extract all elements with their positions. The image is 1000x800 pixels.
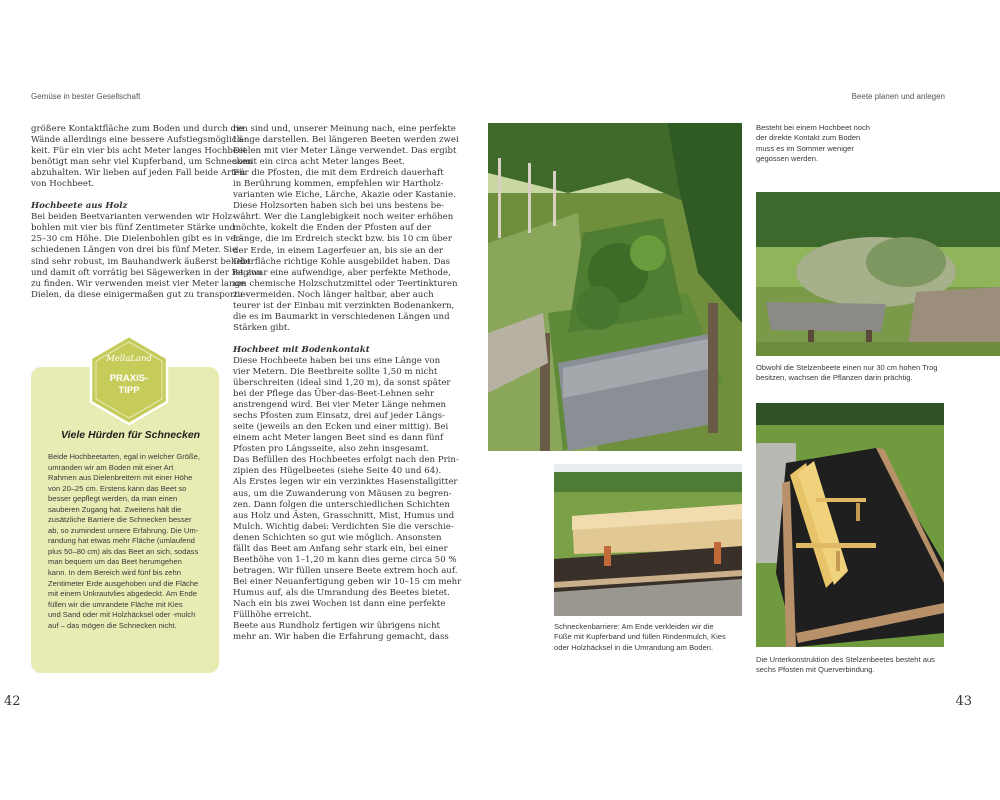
text-line: bohlen mit vier bis fünf Zentimeter Stärke und bbox=[31, 223, 236, 234]
text-line: um chemische Holzschutzmittel oder Teertinkturen bbox=[233, 278, 458, 289]
text-line: Bei einer Neuanfertigung geben wir 10–15 cm mehr bbox=[233, 576, 462, 587]
text-line: Länge, die im Erdreich steckt bzw. bis 10 cm über bbox=[233, 234, 452, 245]
text-line: ist zwar eine aufwendige, aber perfekte Methode, bbox=[233, 267, 451, 278]
praxis-body: Beide Hochbeetarten, egal in welcher Größe, umranden wir am Boden mit einer Art Rahmen aus Dielenbrettern mit einer Höhe von 20–25 cm. Erstens kann das Beet so besser gepflegt werden, da man einen sauberen Zugang hat. Zweitens hält die zusätzliche Barriere die Schnecken besser ab, so zumindest unsere Erfahrung. Die Um- randung hat etwas mehr Fläche (umlaufend plus 50–80 cm) als das Beet an sich, sodass man bequem um das Beet herumgehen kann. In dem Bereich wird fünf bis zehn Zentimeter Erde ausgehoben und die Fläche mit einem Unkrautvlies abgedeckt. Am Ende füllen wir die umrandete Fläche mit Kies und Sand oder mit Holzhäcksel oder -mulch auf – das mögen die Schnecken nicht. bbox=[48, 452, 200, 630]
text-line: Diese Holzsorten haben sich bei uns bestens be- bbox=[233, 201, 445, 212]
badge-brand: MellaLand bbox=[106, 354, 152, 364]
text-line: währt. Wer die Langlebigkeit noch weiter erhöhen bbox=[233, 212, 454, 223]
spacer bbox=[31, 190, 262, 201]
text-line: Länge darstellen. Bei längeren Beeten werden zwei bbox=[233, 135, 459, 146]
text-line: und damit oft vorrätig bei Sägewerken in der Region bbox=[31, 267, 263, 278]
text-line: möchte, kokelt die Enden der Pfosten auf der bbox=[233, 223, 432, 234]
text-line: Dielen mit vier Meter Länge verwendet. Das ergibt bbox=[233, 146, 457, 157]
caption-middle-right: Obwohl die Stelzenbeete einen nur 30 cm hohen Trog besitzen, wachsen die Pflanzen darin prächtig. bbox=[756, 363, 938, 383]
text-line: seite (jeweils an den Ecken und einer mittig). Bei bbox=[233, 422, 449, 433]
text-line: Humus auf, als die Umrandung des Beetes bietet. bbox=[233, 587, 450, 598]
caption-top-right: Besteht bei einem Hochbeet noch der direkte Kontakt zum Boden muss es im Sommer weniger gegossen werden. bbox=[756, 123, 870, 164]
text-line: die es im Baumarkt in verschiedenen Längen und bbox=[233, 311, 450, 322]
text-line: zu vermeiden. Noch länger haltbar, aber auch bbox=[233, 289, 434, 300]
text-line: Beete aus Rundholz fertigen wir übrigens nicht bbox=[233, 621, 440, 632]
text-line: zen. Dann folgen die unterschiedlichen Schichten bbox=[233, 499, 450, 510]
text-line: Bei beiden Beetvarianten verwenden wir Holz- bbox=[31, 212, 235, 223]
text-line: mehr an. Wir haben die Erfahrung gemacht, dass bbox=[233, 632, 449, 643]
text-line: keit. Für ein vier bis acht Meter langes Hochbeet bbox=[31, 146, 247, 157]
text-line: aus, um die Zuwanderung von Mäusen zu begren- bbox=[233, 488, 452, 499]
text-line: von Hochbeet. bbox=[31, 179, 95, 190]
text-line: Pfosten pro Längsseite, also zehn insgesamt. bbox=[233, 444, 430, 455]
text-line: abzuhalten. Wir lieben auf jeden Fall beide Arten bbox=[31, 168, 246, 179]
spacer bbox=[233, 334, 461, 345]
text-line: aus Holz und Ästen, Grasschnitt, Mist, Humus und bbox=[233, 510, 455, 521]
text-column-1 bbox=[31, 124, 262, 301]
text-line: vier Metern. Die Beetbreite sollte 1,50 m nicht bbox=[233, 366, 438, 377]
text-line: Das Befüllen des Hochbeetes erfolgt nach den Prin- bbox=[233, 455, 459, 466]
praxis-tip-badge bbox=[88, 334, 170, 426]
text-line: Mulch. Wichtig dabei: Verdichten Sie die verschie- bbox=[233, 521, 454, 532]
page-number-left: 42 bbox=[4, 694, 21, 709]
text-line: Dielen, da diese einigermaßen gut zu transportie- bbox=[31, 289, 249, 300]
text-line: teurer ist der Einbau mit verzinkten Bodenankern, bbox=[233, 300, 455, 311]
text-line: denen Schichten so gut wie möglich. Ansonsten bbox=[233, 532, 442, 543]
text-line: bei der Pflege das Über-das-Beet-Lehnen sehr bbox=[233, 389, 435, 400]
text-line: Beethöhe von 1–1,20 m kann dies gerne circa 50 % bbox=[233, 554, 457, 565]
text-line: Diese Hochbeete haben bei uns eine Länge von bbox=[233, 355, 441, 366]
photo-raised-bed-garden bbox=[488, 123, 742, 451]
text-line: sind sehr robust, im Bauhandwerk äußerst beliebt bbox=[31, 256, 251, 267]
text-line: 25–30 cm Höhe. Die Dielenbohlen gibt es in ver- bbox=[31, 234, 243, 245]
text-column-2 bbox=[233, 124, 461, 643]
badge-line2: TIPP bbox=[118, 385, 140, 396]
text-line: Als Erstes legen wir ein verzinktes Hasenstallgitter bbox=[233, 477, 458, 488]
text-line: Stärken gibt. bbox=[233, 322, 291, 333]
text-line: Für die Pfosten, die mit dem Erdreich dauerhaft bbox=[233, 168, 444, 179]
text-line: sechs Pfosten zum Einsatz, drei auf jeder Längs- bbox=[233, 411, 445, 422]
section-heading: Hochbeet mit Bodenkontakt bbox=[233, 344, 370, 355]
text-line: überschreiten (ideal sind 1,20 m), da sonst später bbox=[233, 378, 451, 389]
text-line: der Erde, in einem Lagerfeuer an, bis sie an der bbox=[233, 245, 444, 256]
text-line: einem acht Meter langen Beet sind es dann fünf bbox=[233, 433, 444, 444]
text-line: zipien des Hügelbeetes (siehe Seite 40 und 64). bbox=[233, 466, 442, 477]
text-line: schiedenen Längen von drei bis fünf Meter. Sie bbox=[31, 245, 238, 256]
photo-stilt-bed-substructure bbox=[756, 403, 944, 647]
photo-stilt-bed bbox=[756, 192, 1000, 356]
running-head-right: Beete planen und anlegen bbox=[851, 92, 945, 101]
badge-line1: PRAXIS- bbox=[109, 373, 149, 384]
text-line: benötigt man sehr viel Kupferband, um Schnecken bbox=[31, 157, 253, 168]
text-line: fällt das Beet am Anfang sehr stark ein, bei einer bbox=[233, 543, 448, 554]
text-line: in Berührung kommen, empfehlen wir Hartholz- bbox=[233, 179, 444, 190]
text-line: ren sind und, unserer Meinung nach, eine perfekte bbox=[233, 124, 456, 134]
photo-snail-barrier bbox=[554, 464, 742, 616]
section-heading: Hochbeete aus Holz bbox=[31, 201, 128, 212]
text-line: Oberfläche richtige Kohle ausgebildet haben. Das bbox=[233, 256, 451, 267]
text-line: Nach ein bis zwei Wochen ist dann eine perfekte bbox=[233, 598, 446, 609]
text-line: Füllhöhe erreicht. bbox=[233, 610, 312, 621]
running-head-left: Gemüse in bester Gesellschaft bbox=[31, 92, 141, 101]
text-line: zu finden. Wir verwenden meist vier Meter lange bbox=[31, 278, 246, 289]
caption-bottom-right: Die Unterkonstruktion des Stelzenbeetes besteht aus sechs Pfosten mit Querverbindung. bbox=[756, 655, 935, 675]
text-line: varianten wie Eiche, Lärche, Akazie oder Kastanie. bbox=[233, 190, 456, 201]
text-line: Wände allerdings eine bessere Aufstiegsmöglich- bbox=[31, 135, 246, 146]
page-number-right: 43 bbox=[955, 694, 972, 709]
text-line: betragen. Wir füllen unsere Beete extrem hoch auf. bbox=[233, 565, 458, 576]
caption-bottom-left: Schneckenbarriere: Am Ende verkleiden wir die Füße mit Kupferband und füllen Rindenmulch, Kies oder Holzhäcksel in die Umrandung am Boden. bbox=[554, 622, 726, 652]
text-line: somit ein circa acht Meter langes Beet. bbox=[233, 157, 405, 168]
praxis-title: Viele Hürden für Schnecken bbox=[61, 429, 201, 441]
text-line: anstrengend wird. Bei vier Meter Länge nehmen bbox=[233, 400, 447, 411]
text-line: größere Kontaktfläche zum Boden und durch die bbox=[31, 124, 244, 134]
